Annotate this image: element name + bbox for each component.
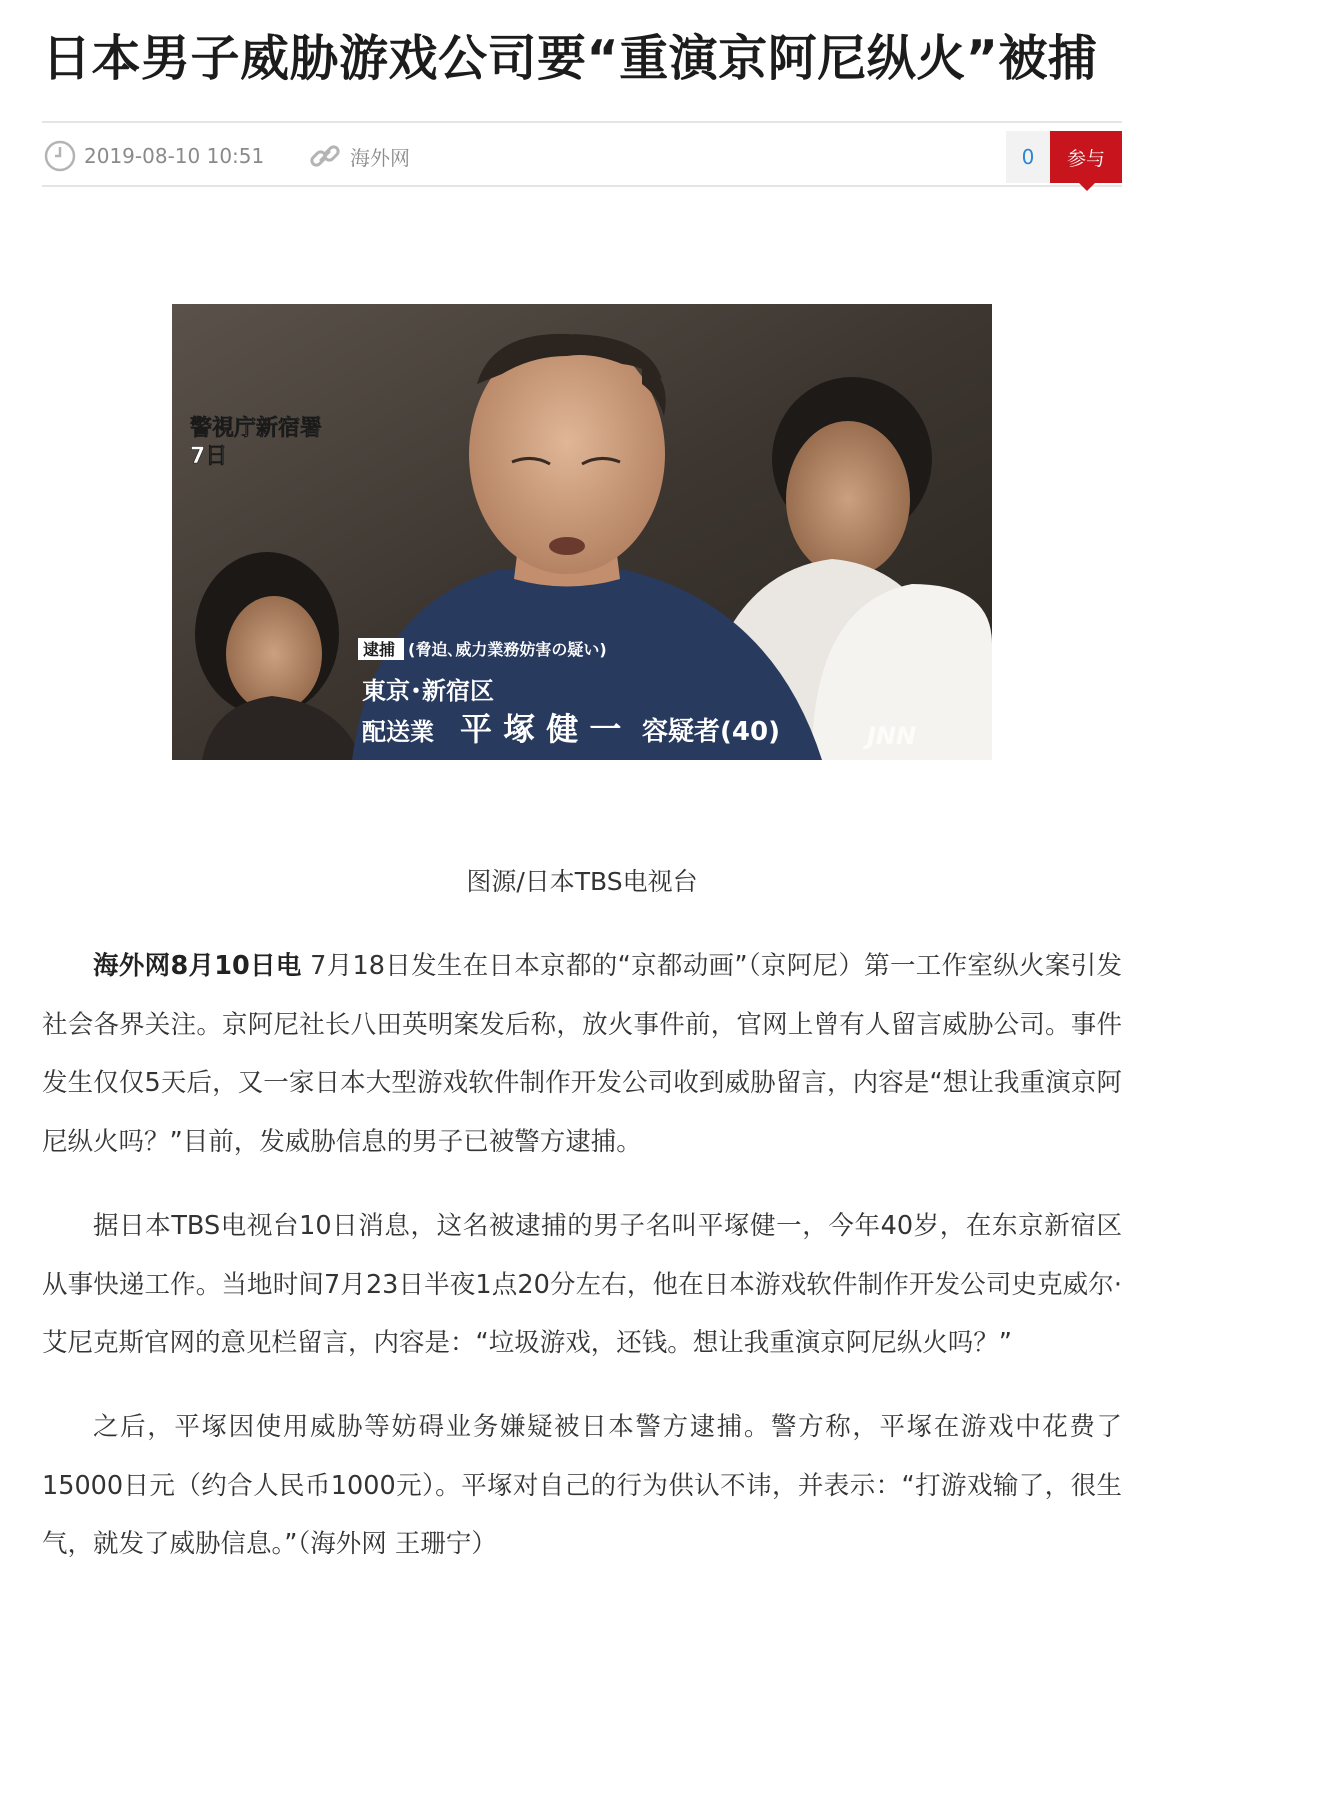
clock-icon [44,140,76,172]
overlay-badge: 逮捕 [363,640,396,659]
news-photo [172,304,992,760]
overlay-date: 7日 [190,444,228,469]
source[interactable] [308,123,410,189]
paragraph-1 [42,937,1122,1171]
comment-count[interactable]: 0 [1006,131,1050,183]
overlay-area: 東京･新宿区 [362,677,494,705]
timestamp-text: 2019-08-10 10:51 [84,144,265,168]
photo-caption: 图源/日本TBS电视台 [466,867,698,896]
publish-time [44,123,264,189]
meta-bar [42,121,1122,187]
broadcaster-logo: JNN [867,722,917,750]
dateline: 海外网8月10日电 [93,951,302,981]
paragraph-3: 之后，平塚因使用威胁等妨碍业务嫌疑被日本警方逮捕。警方称，平塚在游戏中花费了15000日元（约合人民币1000元）。平塚对自己的行为供认不讳，并表示：“打游戏输了，很生气，就发了威胁信息。”（海外网 王珊宁） [42,1412,1122,1559]
page-title: 日本男子威胁游戏公司要“重演京阿尼纵火”被捕 [42,30,1098,87]
join-discussion-button[interactable]: 参与 [1050,131,1122,183]
overlay-job: 配送業 [362,718,434,746]
overlay-location: 警視庁新宿署 [190,416,323,441]
paragraph-1-text: 7月18日发生在日本京都的“京都动画”（京阿尼）第一工作室纵火案引发社会各界关注。京阿尼社长八田英明案发后称，放火事件前，官网上曾有人留言威胁公司。事件发生仅仅5天后，又一家日本大型游戏软件制作开发公司收到威胁留言，内容是“想让我重演京阿尼纵火吗？”目前，发威胁信息的男子已被警方逮捕。 [42,951,1122,1157]
source-text[interactable]: 海外网 [350,145,410,170]
link-icon [308,139,342,173]
overlay-charge: (脅迫､威力業務妨害の疑い) [408,640,607,659]
article [42,0,1122,1559]
paragraph-2: 据日本TBS电视台10日消息，这名被逮捕的男子名叫平塚健一，今年40岁，在东京新宿区从事快递工作。当地时间7月23日半夜1点20分左右，他在日本游戏软件制作开发公司史克威尔·艾尼克斯官网的意见栏留言，内容是：“垃圾游戏，还钱。想让我重演京阿尼纵火吗？” [42,1211,1122,1358]
overlay-suffix: 容疑者(40) [642,717,780,747]
overlay-name: 平 塚 健 一 [460,710,622,748]
